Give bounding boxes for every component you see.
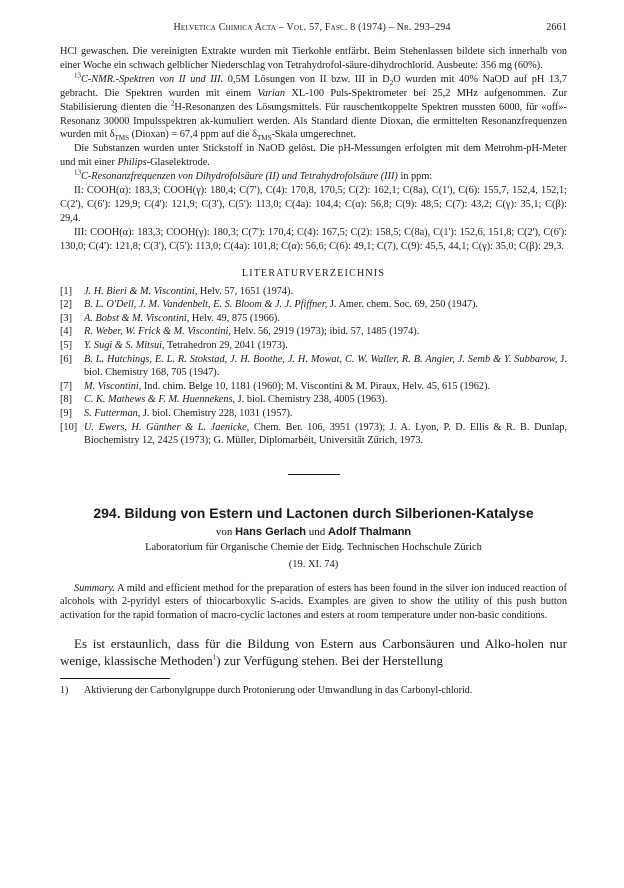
reference-authors: Y. Sugi & S. Mitsui,: [84, 339, 165, 351]
reference-number: [9]: [60, 407, 73, 419]
journal-page: [60, 22, 567, 697]
reference-number: [10]: [60, 421, 78, 433]
reference-text: [84, 421, 567, 448]
deuterium-superscript: 2: [170, 99, 175, 108]
nmr-text-f: (Dioxan) = 67,4 ppm auf die: [131, 129, 250, 141]
reference-text: [84, 353, 567, 380]
reference-number: [5]: [60, 339, 73, 351]
reference-text: [84, 407, 567, 421]
reference-item: [60, 339, 567, 353]
paragraph-extraction: HCl gewaschen. Die vereinigten Extrakte wurden mit Tierkohle entfärbt. Beim Stehenlassen bildete sich innerhalb von einer Woche ein schwach gelblicher Niederschlag von Tetrahydrofol-säure-dihydrochlorid. Ausbeute: 356 mg (60%).: [60, 46, 567, 71]
summary-label: Summary.: [74, 582, 115, 594]
lead-text-b: ) zur Verfügung stehen. Bei der Herstellung: [216, 653, 444, 668]
reference-authors: A. Bobst & M. Viscontini,: [84, 312, 190, 324]
footnote: [60, 684, 567, 697]
reference-number: [6]: [60, 353, 73, 365]
reference-number: [3]: [60, 312, 73, 324]
reference-authors: C. K. Mathews & F. M. Huennekens,: [84, 394, 236, 406]
resonance-values-III: COOH(α): 183,3; COOH(γ): 180,3; C(7'): 170,4; C(4): 167,5; C(2): 158,5; C(8a), C(1'): 152,6, 151,8; C(2'), C(6'): 130,0; C(4'): 121,8; C(3'), C(5'): 113,0; C(4a): 101,8; C(α): 56,6; C(6): 49,1; C(7), C(9): 45,5, 44,1; C(γ): 35,0; C(β): 29,3.: [60, 226, 568, 252]
reference-item: [60, 325, 567, 339]
paragraph-ph-method: [60, 142, 567, 170]
nmr-text-c: O wurden mit 40% NaOD auf pH 13,7 gebracht. Die Spektren wurden mit einem: [60, 73, 567, 99]
section-divider: [288, 474, 340, 475]
reference-item: [60, 421, 567, 448]
delta-symbol-2: δ: [252, 129, 257, 141]
author-2: Adolf Thalmann: [328, 525, 412, 538]
paragraph-nmr-method: [60, 73, 567, 143]
reference-source: Helv. 49, 875 (1966).: [189, 312, 280, 324]
reference-text: [84, 312, 567, 326]
reference-source: Helv. 56, 2919 (1973); ibid. 57, 1485 (1974).: [230, 326, 420, 338]
reference-source: J. biol. Chemistry 168, 705 (1947).: [84, 353, 568, 379]
instrument-brand: Varian: [257, 87, 286, 99]
resonance-heading-text: C-Resonanzfrequenzen von Dihydrofolsäure (II) und Tetrahydrofolsäure (III): [81, 171, 398, 183]
reference-source: J. biol. Chemistry 228, 1031 (1957).: [140, 407, 293, 419]
reference-list: [60, 285, 567, 448]
reference-source: J. biol. Chemistry 238, 4005 (1963).: [235, 394, 388, 406]
tms-subscript: TMS: [114, 134, 130, 143]
reference-text: [84, 339, 567, 353]
reference-number: [2]: [60, 299, 73, 311]
page-number: 2661: [546, 22, 567, 33]
d2o-subscript: 2: [389, 78, 394, 87]
reference-item: [60, 353, 567, 380]
nmr-text-g: -Skala umgerechnet.: [271, 129, 356, 141]
tms-subscript-2: TMS: [256, 134, 272, 143]
reference-text: [84, 325, 567, 339]
footnote-number: 1): [60, 684, 69, 696]
reference-text: [84, 298, 567, 312]
footnote-text: Aktivierung der Carbonylgruppe durch Protonierung oder Umwandlung in das Carbonyl-chlorid.: [84, 684, 473, 696]
footnote-rule: [60, 678, 170, 679]
reference-item: [60, 312, 567, 326]
resonance-heading-tail: in ppm:: [400, 171, 433, 183]
resonance-heading: [60, 170, 567, 184]
reference-number: [4]: [60, 326, 73, 338]
reference-item: [60, 298, 567, 312]
summary-text: A mild and efficient method for the preparation of esters has been found in the silver ion induced reaction of alcohols with 2-pyridyl esters of thiocarboxylic S-acids. Examples are given to show the utility of this push button activation for the rapid formation of macro-cyclic lactones and esters at room temperature under non-basic conditions.: [60, 582, 567, 621]
reference-source: Chem. Ber. 106, 3951 (1973); J. A. Lyon, P. D. Ellis & R. B. Dunlap, Biochemistry 12, 2425 (1973); G. Müller, Diplomarbeit, Universität Zürich, 1973.: [84, 421, 567, 447]
author-line: [60, 526, 567, 538]
reference-source: Ind. chim. Belge 10, 1181 (1960); M. Viscontini & M. Piraux, Helv. 45, 615 (1962).: [141, 380, 491, 392]
reference-number: [7]: [60, 380, 73, 392]
institute: Laboratorium für Organische Chemie der Eidg. Technischen Hochschule Zürich: [145, 541, 482, 553]
author-1: Hans Gerlach: [235, 525, 307, 538]
reference-source: Helv. 57, 1651 (1974).: [197, 285, 294, 297]
received-date: (19. XI. 74): [288, 558, 339, 570]
lead-paragraph: [60, 635, 567, 670]
isotope-superscript: 13: [74, 71, 81, 80]
nmr-heading: C-NMR.-Spektren von II und III.: [81, 73, 224, 85]
reference-source: Tetrahedron 29, 2041 (1973).: [164, 339, 288, 351]
reference-source: J. Amer. chem. Soc. 69, 250 (1947).: [327, 299, 478, 311]
nmr-text-e: H-Resonanzen des Lösungsmittels. Für rauschentkoppelte Spektren mussten 6000, für «off»-Resonanz 30000 Impulsspektren ak-kumuliert werden. Als Standard diente Dioxan, die ermittelten Resonanzfrequenzen wurden mit: [60, 101, 567, 141]
references-title: LITERATURVERZEICHNIS: [241, 267, 386, 279]
delta-symbol: δ: [109, 129, 115, 141]
reference-authors: B. L. O'Dell, J. M. Vandenbelt, E. S. Bloom & J. J. Pfiffner,: [84, 299, 328, 311]
resonance-data-II: [60, 184, 567, 226]
reference-authors: M. Viscontini,: [84, 380, 142, 392]
reference-number: [1]: [60, 285, 73, 297]
ph-text-a: Die Substanzen wurden unter Stickstoff in NaOD gelöst. Die pH-Messungen erfolgten mit dem Metrohm-pH-Meter und mit einer: [60, 143, 567, 169]
reference-item: [60, 285, 567, 299]
resonance-data-III: [60, 226, 567, 254]
nmr-text-a: 0,5: [227, 73, 241, 85]
reference-authors: B. L. Hutchings, E. L. R. Stokstad, J. H. Boothe, J. H. Mowat, C. W. Waller, R. B. Angier, J. Semb & Y. Subbarow,: [84, 353, 558, 365]
author-and: und: [308, 525, 326, 538]
reference-text: [84, 380, 567, 394]
reference-item: [60, 380, 567, 394]
lead-text-a: Es ist erstaunlich, dass für die Bildung von Estern aus Carbonsäuren und Alko-holen nur wenige, klassische Methoden: [60, 635, 567, 668]
reference-authors: U. Ewers, H. Günther & L. Jaenicke,: [84, 421, 250, 433]
reference-item: [60, 393, 567, 407]
journal-header: Helvetica Chimica Acta – Vol. 57, Fasc. 8 (1974) – Nr. 293–294: [173, 22, 451, 33]
reference-item: [60, 407, 567, 421]
summary: [60, 582, 567, 623]
isotope-superscript-2: 13: [74, 168, 81, 177]
compound-label-II: II:: [74, 185, 84, 197]
footnote-marker: 1: [212, 653, 217, 662]
nmr-text-b: Lösungen von II bzw. III in D: [254, 73, 390, 85]
reference-authors: J. H. Bieri & M. Viscontini,: [84, 285, 198, 297]
author-by: von: [215, 525, 233, 538]
nmr-text-d: XL-100 Puls-Spektrometer bei 25,2 MHz aufgenommen. Zur Stabilisierung dienten die: [60, 87, 568, 113]
reference-text: [84, 285, 567, 299]
ph-text-b: -Glaselektrode.: [146, 157, 210, 169]
reference-authors: R. Weber, W. Frick & M. Viscontini,: [84, 326, 231, 338]
resonance-values-II: COOH(α): 183,3; COOH(γ): 180,4; C(7'), C(4): 170,8, 170,5; C(2): 162,1; C(8a), C(1'), C(6): 155,7, 152,4, 152,1; C(2'), C(6'): 129,9; C(4'): 121,9; C(3'), C(5'): 113,0; C(4a): 104,4; C(α): 56,8; C(9): 48,5; C(7): 43,2; C(γ): 35,1; C(β): 29,4.: [60, 185, 567, 224]
nmr-molar-unit: M: [240, 73, 250, 85]
running-head: [60, 22, 567, 33]
reference-authors: S. Futterman,: [84, 407, 141, 419]
reference-text: [84, 393, 567, 407]
electrode-brand: Philips: [117, 157, 147, 169]
compound-label-III: III:: [74, 226, 88, 238]
reference-number: [8]: [60, 394, 73, 406]
article-title: 294. Bildung von Estern und Lactonen durch Silberionen-Katalyse: [93, 504, 534, 521]
